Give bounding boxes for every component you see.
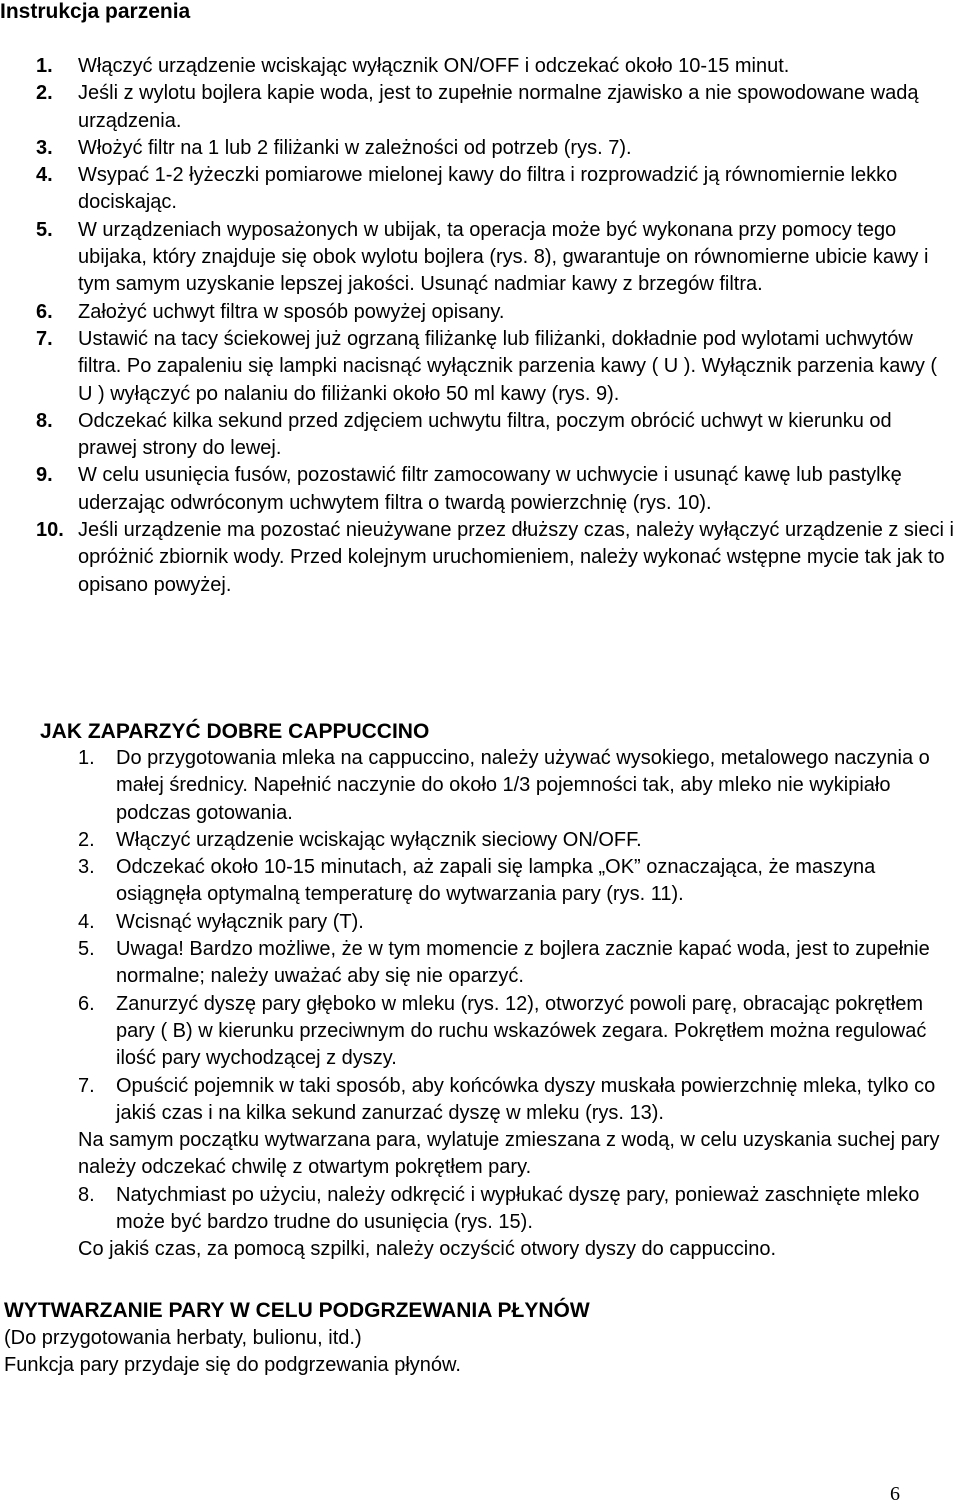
brewing-steps-list (36, 53, 954, 599)
page-number: 6 (890, 1483, 900, 1505)
steam-description: Funkcja pary przydaje się do podgrzewania płynów. (4, 1354, 461, 1376)
section-title-brewing: Instrukcja parzenia (0, 0, 191, 23)
list-item: 2. Włączyć urządzenie wciskając wyłącznik sieciowy ON/OFF. (78, 828, 642, 851)
list-item: 1. Włączyć urządzenie wciskając wyłącznik ON/OFF i odczekać około 10-15 minut. (36, 55, 790, 77)
list-item: 3. Włożyć filtr na 1 lub 2 filiżanki w zależności od potrzeb (rys. 7). (36, 136, 632, 159)
list-item: 10. Jeśli urządzenie ma pozostać nieużywane przez dłuższy czas, należy wyłączyć urządzenie z sieci i opróżnić zbiornik wody. Przed kolejnym uruchomieniem, należy wykonać wstępne mycie tak jak to opisano powyżej. (36, 519, 954, 596)
list-item: 4. Wcisnąć wyłącznik pary (T). (78, 910, 364, 933)
steam-subtitle: (Do przygotowania herbaty, bulionu, itd.) (4, 1327, 362, 1349)
cappuccino-steps-list (78, 745, 958, 1264)
list-item: 1. Do przygotowania mleka na cappuccino, należy używać wysokiego, metalowego naczynia o małej średnicy. Napełnić naczynie do około 1/3 pojemności tak, aby mleko nie wykipiało podczas gotowania. (78, 747, 930, 824)
list-item: 4. Wsypać 1-2 łyżeczki pomiarowe mielonej kawy do filtra i rozprowadzić ją równomiernie lekko dociskając. (36, 164, 898, 214)
list-item: 8. Natychmiast po użyciu, należy odkręcić i wypłukać dyszę pary, ponieważ zaschnięte mleko może być bardzo trudne do usunięcia (rys. 15). (78, 1183, 920, 1234)
cappuccino-note-paragraph: Na samym początku wytwarzana para, wylatuje zmieszana z wodą, w celu uzyskania suchej pary należy odczekać chwilę z otwartym pokrętłem pary. (78, 1129, 940, 1179)
list-item: 7. Ustawić na tacy ściekowej już ogrzaną filiżankę lub filiżanki, dokładnie pod wylotami uchwytów filtra. Po zapaleniu się lampki nacisnąć wyłącznik parzenia kawy ( U ). Wyłącznik parzenia kawy ( U ) wyłączyć po nalaniu do filiżanki około 50 ml kawy (rys. 9). (36, 327, 938, 405)
list-item: 5. Uwaga! Bardzo możliwe, że w tym momencie z bojlera zacznie kapać woda, jest to zupełnie normalne; należy uważać aby się nie oparzyć. (78, 938, 930, 988)
list-item: 5. W urządzeniach wyposażonych w ubijak, ta operacja może być wykonana przy pomocy tego ubijaka, który znajduje się obok wylotu bojlera (rys. 8), gwarantuje on równomierne ubicie kawy i tym samym uzyskanie lepszej jakości. Usunąć nadmiar kawy z brzegów filtra. (36, 218, 929, 296)
list-item: 6. Założyć uchwyt filtra w sposób powyżej opisany. (36, 300, 505, 323)
cappuccino-cleaning-paragraph: Co jakiś czas, za pomocą szpilki, należy oczyścić otwory dyszy do cappuccino. (78, 1238, 777, 1261)
section-title-steam: WYTWARZANIE PARY W CELU PODGRZEWANIA PŁYNÓW (4, 1299, 590, 1322)
list-item: 8. Odczekać kilka sekund przed zdjęciem uchwytu filtra, poczym obrócić uchwyt w kierunku od prawej strony do lewej. (36, 409, 892, 460)
section-title-cappuccino: JAK ZAPARZYĆ DOBRE CAPPUCCINO (40, 720, 430, 743)
list-item: 7. Opuścić pojemnik w taki sposób, aby końcówka dyszy muskała powierzchnię mleka, tylko co jakiś czas i na kilka sekund zanurzać dyszę w mleku (rys. 13). (78, 1074, 936, 1124)
list-item: 6. Zanurzyć dyszę pary głęboko w mleku (rys. 12), otworzyć powoli parę, obracając pokrętłem pary ( B) w kierunku przeciwnym do ruchu wskazówek zegara. Pokrętłem można regulować ilość pary wychodzącej z dyszy. (78, 992, 927, 1070)
list-item: 3. Odczekać około 10-15 minutach, aż zapali się lampka „OK” oznaczająca, że maszyna osiągnęła optymalną temperaturę do wytwarzania pary (rys. 11). (78, 856, 876, 906)
list-item: 2. Jeśli z wylotu bojlera kapie woda, jest to zupełnie normalne zjawisko a nie spowodowane wadą urządzenia. (36, 82, 919, 132)
list-item: 9. W celu usunięcia fusów, pozostawić filtr zamocowany w uchwycie i usunąć kawę lub pastylkę uderzając odwróconym uchwytem filtra o twardą powierzchnię (rys. 10). (36, 464, 902, 514)
